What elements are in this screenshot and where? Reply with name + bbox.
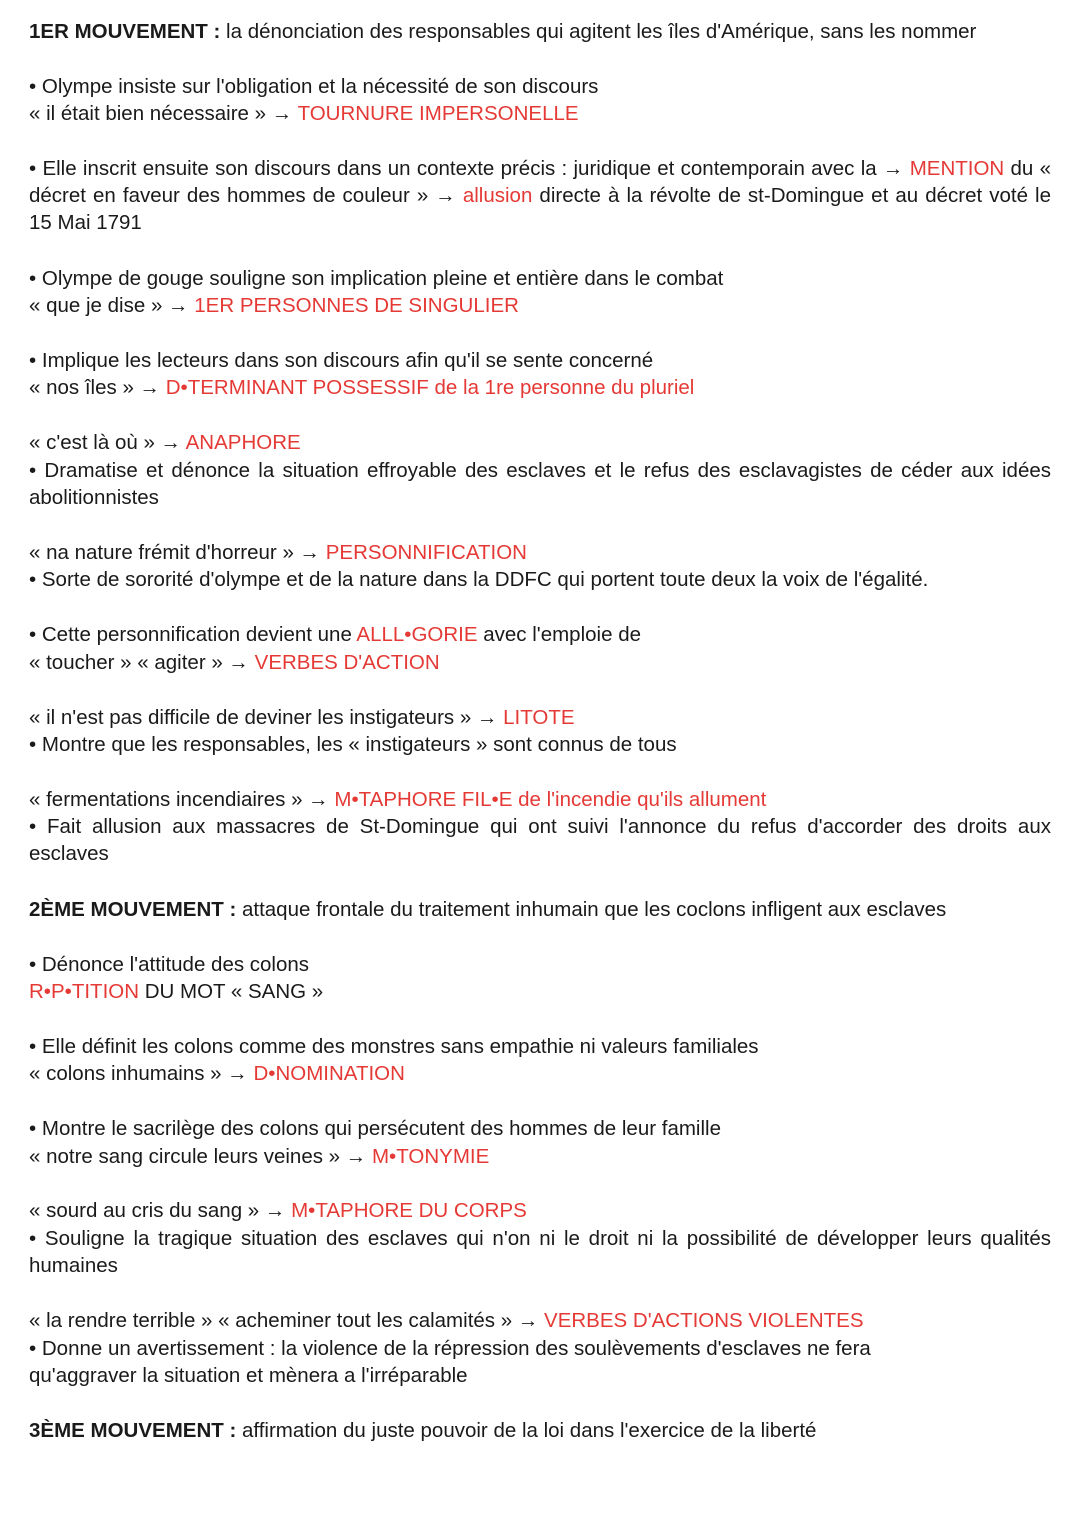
- quote-line: [29, 704, 1051, 731]
- quote-line: [29, 649, 1051, 676]
- quote-text: « la rendre terrible » « acheminer tout les calamités » →: [29, 1309, 545, 1332]
- quote-line: [29, 100, 1051, 127]
- bullet-line: • Elle définit les colons comme des monstres sans empathie ni valeurs familiales: [29, 1035, 759, 1058]
- quote-line: [29, 539, 1051, 566]
- paragraph-text: • Elle inscrit ensuite son discours dans un contexte précis : juridique et contemporain avec la →: [29, 157, 910, 180]
- bullet-line-continued: qu'aggraver la situation et mènera a l'irréparable: [29, 1364, 468, 1387]
- quote-text: « c'est là où » →: [29, 431, 186, 454]
- quote-line: [29, 292, 1051, 319]
- bullet-line: • Olympe insiste sur l'obligation et la nécessité de son discours: [29, 75, 599, 98]
- bullet-line: • Sorte de sororité d'olympe et de la nature dans la DDFC qui portent toute deux la voix de l'égalité.: [29, 568, 929, 591]
- quote-text: « colons inhumains » →: [29, 1062, 254, 1085]
- quote-text: « notre sang circule leurs veines » →: [29, 1145, 372, 1168]
- bullet-line: • Montre le sacrilège des colons qui persécutent des hommes de leur famille: [29, 1117, 721, 1140]
- figure-term: ALLL•GORIE: [356, 623, 478, 646]
- figure-term: allusion: [462, 184, 533, 207]
- movement-1-title: la dénonciation des responsables qui agitent les îles d'Amérique, sans les nommer: [220, 20, 977, 43]
- quote-line: [29, 1307, 1051, 1334]
- quote-text: « toucher » « agiter » →: [29, 651, 255, 674]
- quote-line: [29, 786, 1051, 813]
- movement-2-heading: [29, 896, 1051, 923]
- paragraph-text: directe à la révolte de st-Domingue et au décret voté le 15 Mai 1791: [29, 184, 1051, 234]
- quote-text: « nos îles » →: [29, 376, 166, 399]
- figure-term: VERBES D'ACTION: [254, 651, 440, 674]
- figure-term: MENTION: [909, 157, 1005, 180]
- quote-line: [29, 1197, 1051, 1224]
- movement-3-label: 3ÈME MOUVEMENT :: [29, 1419, 237, 1442]
- figure-term: ANAPHORE: [185, 431, 301, 454]
- quote-text: « il n'est pas difficile de deviner les instigateurs » →: [29, 706, 504, 729]
- quote-line: [29, 1060, 1051, 1087]
- movement-1-heading: [29, 18, 1051, 45]
- bullet-line: [29, 621, 1051, 648]
- paragraph-text: avec l'emploie de: [477, 623, 641, 646]
- figure-term: 1ER PERSONNES DE SINGULIER: [194, 294, 519, 317]
- movement-2-label: 2ÈME MOUVEMENT :: [29, 898, 237, 921]
- figure-term: VERBES D'ACTIONS VIOLENTES: [544, 1309, 864, 1332]
- figure-term: D•NOMINATION: [253, 1062, 405, 1085]
- bullet-paragraph: • Souligne la tragique situation des esclaves qui n'on ni le droit ni la possibilité de développer leurs qualités humaines: [29, 1227, 1051, 1277]
- bullet-line: • Dénonce l'attitude des colons: [29, 953, 310, 976]
- movement-2-title: attaque frontale du traitement inhumain que les coclons infligent aux esclaves: [236, 898, 947, 921]
- movement-1-label: 1ER MOUVEMENT :: [29, 20, 221, 43]
- paragraph-text: • Cette personnification devient une: [29, 623, 357, 646]
- bullet-paragraph: • Fait allusion aux massacres de St-Domingue qui ont suivi l'annonce du refus d'accorder des droits aux esclaves: [29, 815, 1051, 865]
- quote-text: « fermentations incendiaires » →: [29, 788, 335, 811]
- quote-line: [29, 374, 1051, 401]
- figure-term: D•TERMINANT POSSESSIF de la 1re personne du pluriel: [165, 376, 695, 399]
- figure-term: M•TAPHORE DU CORPS: [291, 1199, 527, 1222]
- quote-text: « il était bien nécessaire » →: [29, 102, 298, 125]
- figure-term: PERSONNIFICATION: [325, 541, 527, 564]
- figure-term: R•P•TITION: [29, 980, 140, 1003]
- bullet-paragraph: • Dramatise et dénonce la situation effroyable des esclaves et le refus des esclavagistes de céder aux idées abolitionnistes: [29, 459, 1051, 509]
- quote-text: « na nature frémit d'horreur » →: [29, 541, 326, 564]
- bullet-line: • Implique les lecteurs dans son discours afin qu'il se sente concerné: [29, 349, 654, 372]
- paragraph-text: du « décret en faveur des hommes de couleur » →: [29, 157, 1051, 207]
- figure-term: TOURNURE IMPERSONELLE: [297, 102, 579, 125]
- bullet-line: • Donne un avertissement : la violence de la répression des soulèvements d'esclaves ne fera: [29, 1337, 871, 1360]
- paragraph-text: DU MOT « SANG »: [139, 980, 324, 1003]
- movement-3-heading: [29, 1417, 1051, 1444]
- bullet-line: • Montre que les responsables, les « instigateurs » sont connus de tous: [29, 733, 677, 756]
- bullet-line: • Olympe de gouge souligne son implication pleine et entière dans le combat: [29, 267, 724, 290]
- quote-text: « que je dise » →: [29, 294, 195, 317]
- quote-line: [29, 1143, 1051, 1170]
- figure-term: M•TAPHORE FIL•E de l'incendie qu'ils allument: [334, 788, 767, 811]
- quote-line: [29, 429, 1051, 456]
- movement-3-title: affirmation du juste pouvoir de la loi dans l'exercice de la liberté: [236, 1419, 817, 1442]
- paragraph-context: [29, 155, 1051, 236]
- quote-line: [29, 978, 1051, 1005]
- figure-term: M•TONYMIE: [371, 1145, 490, 1168]
- quote-text: « sourd au cris du sang » →: [29, 1199, 292, 1222]
- figure-term: LITOTE: [503, 706, 575, 729]
